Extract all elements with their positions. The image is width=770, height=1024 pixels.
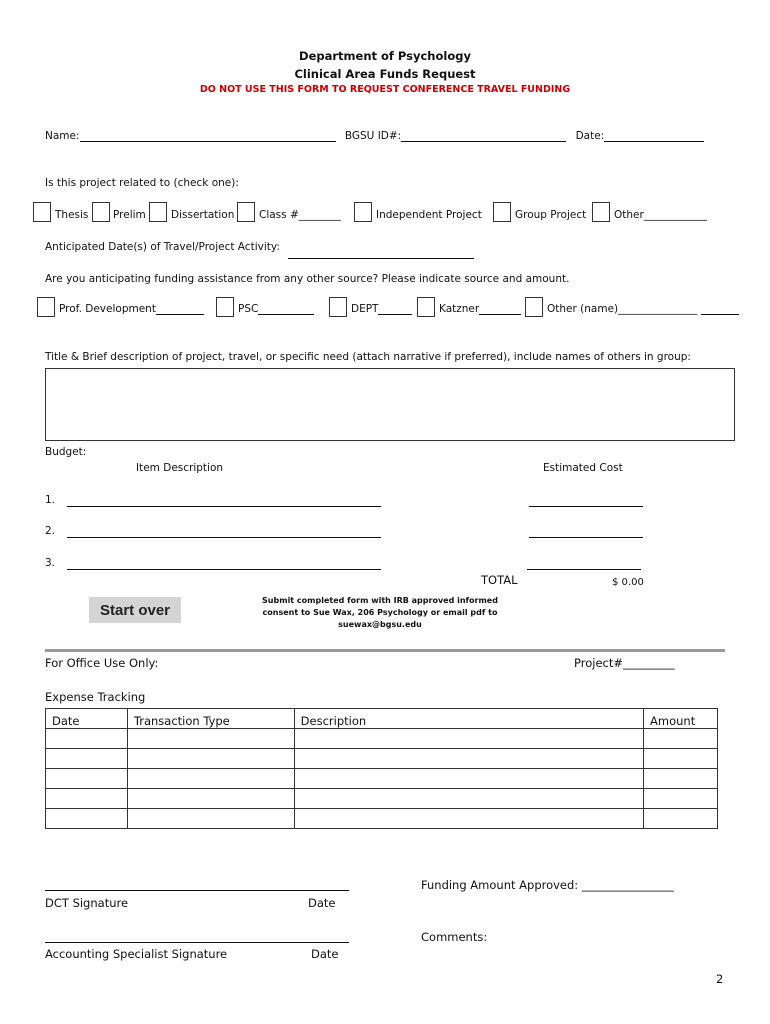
other-source-amount-field[interactable]	[701, 314, 739, 315]
budget-cost-field[interactable]	[527, 569, 641, 570]
expense-table	[45, 708, 718, 829]
katzner-checkbox[interactable]	[417, 297, 435, 317]
table-cell[interactable]	[46, 729, 128, 749]
start-over-button[interactable]: Start over	[89, 597, 181, 623]
prof-development-amount-field[interactable]	[156, 314, 204, 315]
class-label: Class #________	[259, 209, 341, 221]
description-label: Title & Brief description of project, travel, or specific need (attach narrative if preferred), include names of others in group:	[45, 351, 691, 363]
name-field[interactable]	[80, 141, 336, 142]
table-header-row	[46, 709, 718, 729]
date-field[interactable]	[604, 141, 704, 142]
total-value: $ 0.00	[612, 577, 644, 588]
funding-approved-label: Funding Amount Approved: ________________	[421, 878, 674, 892]
table-cell[interactable]	[127, 749, 294, 769]
column-transaction-type: Transaction Type	[127, 709, 294, 729]
table-cell[interactable]	[294, 809, 643, 829]
psc-amount-field[interactable]	[258, 314, 314, 315]
conference-warning: DO NOT USE THIS FORM TO REQUEST CONFERENCE TRAVEL FUNDING	[199, 84, 571, 95]
table-cell[interactable]	[46, 809, 128, 829]
expense-tracking-title: Expense Tracking	[45, 690, 146, 704]
project-number-label: Project#_________	[574, 656, 675, 670]
other-source-checkbox[interactable]	[525, 297, 543, 317]
table-cell[interactable]	[46, 789, 128, 809]
budget-row-number: 3.	[45, 557, 56, 569]
table-cell[interactable]	[127, 729, 294, 749]
dissertation-label: Dissertation	[171, 209, 235, 221]
katzner-label: Katzner	[439, 303, 521, 315]
table-cell[interactable]	[644, 769, 718, 789]
budget-label: Budget:	[45, 446, 87, 458]
thesis-checkbox[interactable]	[33, 202, 51, 222]
other-checkbox[interactable]	[592, 202, 610, 222]
table-cell[interactable]	[294, 789, 643, 809]
budget-cost-field[interactable]	[529, 506, 643, 507]
class-checkbox[interactable]	[237, 202, 255, 222]
bgsu-id-field[interactable]	[401, 141, 566, 142]
page-number: 2	[716, 972, 724, 986]
budget-row-number: 2.	[45, 525, 56, 537]
name-label: Name:	[45, 130, 80, 142]
prelim-label: Prelim	[113, 209, 146, 221]
psc-label: PSC	[238, 303, 314, 315]
description-textarea[interactable]	[45, 368, 735, 441]
total-label: TOTAL	[481, 573, 518, 587]
budget-item-field[interactable]	[67, 569, 381, 570]
section-divider	[45, 649, 725, 652]
submit-instructions: Submit completed form with IRB approved informed consent to Sue Wax, 206 Psychology or email pdf to suewax@bgsu.edu	[262, 596, 498, 629]
prof-development-label: Prof. Development	[59, 303, 204, 315]
project-question: Is this project related to (check one):	[45, 177, 239, 189]
table-cell[interactable]	[294, 749, 643, 769]
estimated-cost-header: Estimated Cost	[543, 462, 623, 474]
item-description-header: Item Description	[136, 462, 224, 474]
prelim-checkbox[interactable]	[92, 202, 110, 222]
table-cell[interactable]	[294, 729, 643, 749]
budget-item-field[interactable]	[67, 537, 381, 538]
group-project-checkbox[interactable]	[493, 202, 511, 222]
table-row	[46, 749, 718, 769]
dept-checkbox[interactable]	[329, 297, 347, 317]
accounting-signature-label: Accounting Specialist Signature	[45, 947, 228, 961]
dept-label: DEPT	[351, 303, 412, 315]
budget-row-number: 1.	[45, 494, 56, 506]
dct-signature-line[interactable]	[45, 890, 349, 891]
table-cell[interactable]	[127, 809, 294, 829]
form-title: Clinical Area Funds Request	[294, 67, 476, 81]
table-row	[46, 789, 718, 809]
prof-development-checkbox[interactable]	[37, 297, 55, 317]
independent-project-checkbox[interactable]	[354, 202, 372, 222]
budget-item-field[interactable]	[67, 506, 381, 507]
department-title: Department of Psychology	[299, 49, 471, 63]
table-cell[interactable]	[127, 769, 294, 789]
katzner-amount-field[interactable]	[479, 314, 521, 315]
office-use-label: For Office Use Only:	[45, 656, 159, 670]
dissertation-checkbox[interactable]	[149, 202, 167, 222]
bgsu-id-label: BGSU ID#:	[344, 130, 402, 142]
group-project-label: Group Project	[515, 209, 587, 221]
other-source-label: Other (name)_______________	[547, 303, 739, 315]
dept-amount-field[interactable]	[378, 314, 412, 315]
table-cell[interactable]	[644, 789, 718, 809]
table-row	[46, 769, 718, 789]
budget-cost-field[interactable]	[529, 537, 643, 538]
table-cell[interactable]	[46, 749, 128, 769]
dct-signature-label: DCT Signature	[45, 896, 129, 910]
date-label: Date:	[575, 130, 605, 142]
independent-project-label: Independent Project	[376, 209, 482, 221]
column-date: Date	[46, 709, 128, 729]
name-row	[45, 130, 704, 142]
dct-date-label: Date	[308, 896, 336, 910]
table-cell[interactable]	[644, 729, 718, 749]
column-description: Description	[294, 709, 643, 729]
table-cell[interactable]	[294, 769, 643, 789]
column-amount: Amount	[644, 709, 718, 729]
psc-checkbox[interactable]	[216, 297, 234, 317]
table-cell[interactable]	[644, 749, 718, 769]
table-cell[interactable]	[46, 769, 128, 789]
table-row	[46, 729, 718, 749]
anticipated-dates-field[interactable]	[288, 258, 474, 259]
accounting-signature-line[interactable]	[45, 942, 349, 943]
table-cell[interactable]	[644, 809, 718, 829]
table-row	[46, 809, 718, 829]
table-cell[interactable]	[127, 789, 294, 809]
thesis-label: Thesis	[55, 209, 89, 221]
other-label: Other____________	[614, 209, 707, 221]
accounting-date-label: Date	[311, 947, 339, 961]
anticipated-dates-label: Anticipated Date(s) of Travel/Project Activity:	[45, 241, 280, 253]
comments-label: Comments:	[421, 930, 488, 944]
funding-question: Are you anticipating funding assistance from any other source? Please indicate source and amount.	[45, 273, 570, 285]
